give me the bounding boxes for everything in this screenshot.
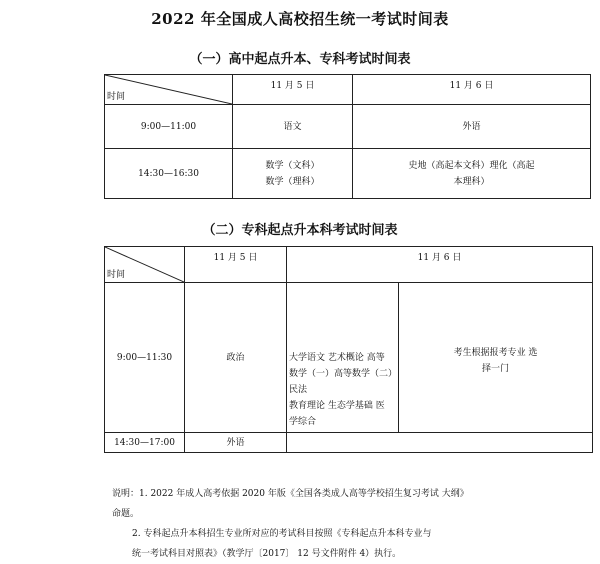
table-row [105,433,593,453]
notes [112,484,592,564]
table1-header-day2: 11 月 6 日 [353,75,591,105]
list-item: 教育理论 生态学基础 医 [289,401,385,411]
list-item: 大学语文 艺术概论 高等 [289,353,385,363]
table-row [105,283,593,433]
table2-row1-day1: 政治 [185,283,287,433]
table-row [105,149,591,199]
table1-row2-day1-line1: 数学（文科） [265,160,320,171]
table2-row1-time: 9:00—11:30 [105,283,185,433]
table2-header-day1: 11 月 5 日 [185,247,287,283]
list-item: 学综合 [289,417,317,427]
list-item: 民法 [289,385,308,395]
note-line-3: 2. 专科起点升本科招生专业所对应的考试科目按照《专科起点升本科专业与 [132,529,432,539]
table2-row2-day2-empty [287,433,593,453]
list-item: 数学（一）高等数学（二） [289,369,398,379]
table2-header-time: 时间 [105,247,185,283]
table1-row1-day2: 外语 [353,105,591,149]
table2-row1-day2-note [399,283,593,433]
schedule-table-1 [104,74,591,199]
table1-row2-time: 14:30—16:30 [105,149,233,199]
table-row [105,105,591,149]
table1-row2-day2-line2: 本理科） [453,176,490,187]
section1-title: （一）高中起点升本、专科考试时间表 [189,52,411,67]
table1-header-day1: 11 月 5 日 [233,75,353,105]
table1-row2-day2 [353,149,591,199]
schedule-table-2 [104,246,593,453]
table2-row2-time: 14:30—17:00 [105,433,185,453]
section2-title: （二）专科起点升本科考试时间表 [202,223,398,238]
table1-row1-day1: 语文 [233,105,353,149]
table2-row1-day2-note-line2: 择一门 [482,364,510,374]
table2-header-day2: 11 月 6 日 [287,247,593,283]
table1-row2-day1-line2: 数学（理科） [265,176,320,187]
main-title: 2022 年全国成人高校招生统一考试时间表 [151,10,449,28]
table1-row2-day2-line1: 史地（高起本文科）理化（高起 [408,160,535,171]
note-line-1: 说明：1. 2022 年成人高考依据 2020 年版《全国各类成人高等学校招生复习考试 大纲》 [112,489,469,499]
note-line-2: 命题。 [112,509,140,519]
table1-row2-day1 [233,149,353,199]
note-line-4: 统一考试科目对照表》（教学厅〔2017〕 12 号文件附件 4）执行。 [132,549,402,559]
table2-row2-day1: 外语 [185,433,287,453]
table2-row1-day2-note-line1: 考生根据报考专业 选 [453,348,538,358]
table1-row1-time: 9:00—11:00 [105,105,233,149]
table1-header-time: 时间 [105,75,233,105]
table2-row1-day2-subjects [287,283,399,433]
